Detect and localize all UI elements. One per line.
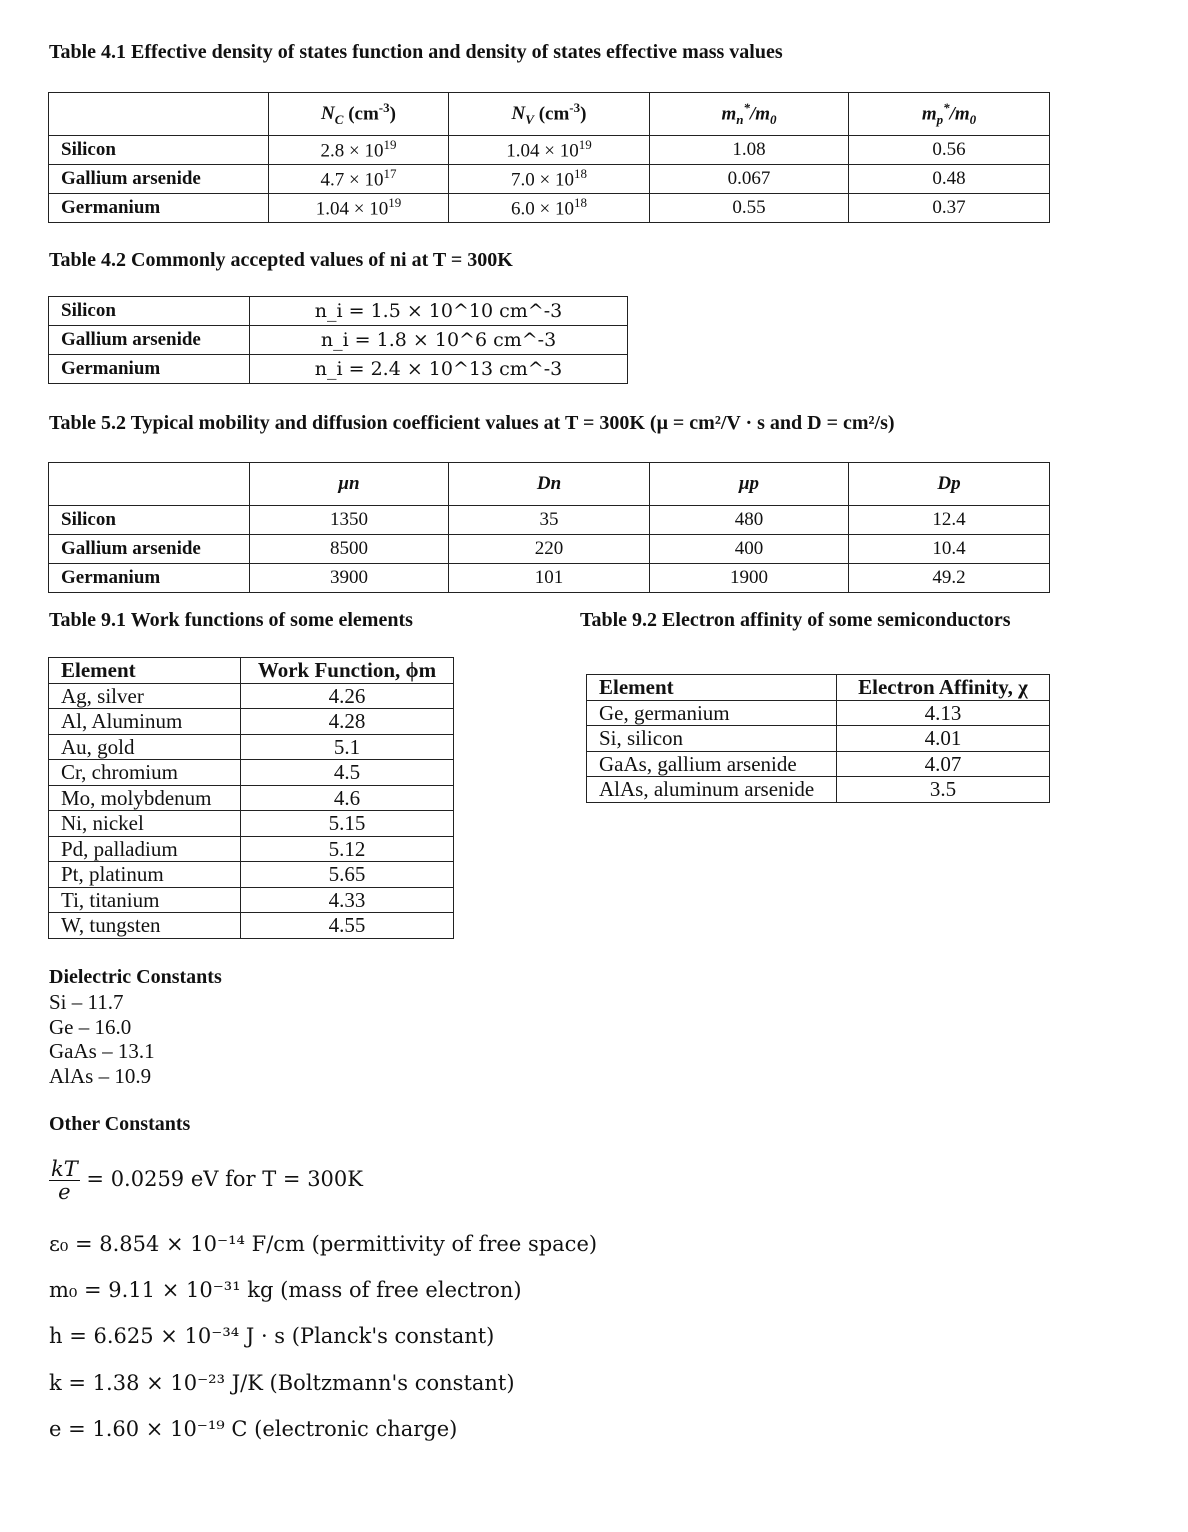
element-name: Pt, platinum: [49, 862, 241, 888]
table92-caption: Table 9.2 Electron affinity of some semiconductors: [580, 609, 1011, 631]
table-row: [49, 913, 454, 939]
table91-caption: Table 9.1 Work functions of some elements: [49, 609, 413, 631]
element-value: 4.07: [837, 751, 1050, 777]
table52-header-dn: Dn: [449, 463, 650, 506]
element-value: 5.12: [241, 836, 454, 862]
electron-charge: e = 1.60 × 10⁻¹⁹ C (electronic charge): [49, 1417, 458, 1441]
eps0-constant: ε₀ = 8.854 × 10⁻¹⁴ F/cm (permittivity of free space): [49, 1232, 598, 1256]
table-row: [49, 836, 454, 862]
element-name: AlAs, aluminum arsenide: [587, 777, 837, 803]
table-row: Silicon 1350 35 480 12.4: [49, 506, 1050, 535]
element-name: Ti, titanium: [49, 887, 241, 913]
element-value: 3.5: [837, 777, 1050, 803]
table-row: [587, 726, 1050, 752]
table92-header-value: Electron Affinity, χ: [837, 675, 1050, 701]
table-row: Germanium $1.04 \times 10^{19}$ $6.0 \times 10^{18}$ 0.55 0.37: [49, 194, 1050, 223]
kt-constant: $\frac{kT}{e}$ = 0.0259 eV for T = 300K: [51, 1157, 363, 1204]
element-value: 4.55: [241, 913, 454, 939]
table-row: [587, 700, 1050, 726]
table52-caption: Table 5.2 Typical mobility and diffusion coefficient values at T = 300K (μ = cm²/V · s and D = cm²/s): [49, 412, 895, 434]
table92: [586, 674, 1050, 803]
table42: [48, 296, 628, 384]
element-value: 4.26: [241, 683, 454, 709]
element-name: Si, silicon: [587, 726, 837, 752]
table42-caption: Table 4.2 Commonly accepted values of ni at T = 300K: [49, 249, 513, 271]
ni-value: n_i = 2.4 × 10^13 cm^-3: [250, 355, 628, 384]
element-value: 4.5: [241, 760, 454, 786]
table-row: Germanium 3900 101 1900 49.2: [49, 564, 1050, 593]
element-value: 5.65: [241, 862, 454, 888]
table-row: Silicon n_i = 1.5 × 10^10 cm^-3: [49, 297, 628, 326]
table41-header-mp: $m_p^*/m_0$: [849, 93, 1050, 136]
element-value: 4.13: [837, 700, 1050, 726]
table-row: [587, 777, 1050, 803]
table92-header-element: Element: [587, 675, 837, 701]
table91: [48, 657, 454, 939]
table-row: [49, 709, 454, 735]
table-row: Gallium arsenide n_i = 1.8 × 10^6 cm^-3: [49, 326, 628, 355]
element-name: Ni, nickel: [49, 811, 241, 837]
table52-header-dp: Dp: [849, 463, 1050, 506]
element-name: Al, Aluminum: [49, 709, 241, 735]
table91-header-element: Element: [49, 658, 241, 684]
table52-header-up: μp: [650, 463, 849, 506]
table-row: [49, 785, 454, 811]
table41-caption: Table 4.1 Effective density of states function and density of states effective mass values: [49, 41, 783, 63]
element-name: Ge, germanium: [587, 700, 837, 726]
table-row: Gallium arsenide $4.7 \times 10^{17}$ $7.0 \times 10^{18}$ 0.067 0.48: [49, 165, 1050, 194]
table52: [48, 462, 1050, 593]
element-value: 4.6: [241, 785, 454, 811]
table-row: [49, 734, 454, 760]
ni-value: n_i = 1.8 × 10^6 cm^-3: [250, 326, 628, 355]
element-value: 5.15: [241, 811, 454, 837]
element-name: GaAs, gallium arsenide: [587, 751, 837, 777]
element-name: Pd, palladium: [49, 836, 241, 862]
table52-header-un: μn: [250, 463, 449, 506]
table41-header-mn: $m_n^*/m_0$: [650, 93, 849, 136]
dielectric-heading: Dielectric Constants: [49, 966, 222, 988]
table-row: [49, 683, 454, 709]
table-row: Gallium arsenide 8500 220 400 10.4: [49, 535, 1050, 564]
table-row: [49, 887, 454, 913]
element-value: 4.33: [241, 887, 454, 913]
element-name: W, tungsten: [49, 913, 241, 939]
table41-header-nv: $N_V$ $(cm^{-3})$: [449, 93, 650, 136]
m0-constant: m₀ = 9.11 × 10⁻³¹ kg (mass of free electron): [49, 1278, 522, 1302]
table-row: [49, 811, 454, 837]
table-row: [49, 760, 454, 786]
dielectric-item: AlAs – 10.9: [49, 1064, 152, 1088]
element-name: Au, gold: [49, 734, 241, 760]
table-row: Germanium n_i = 2.4 × 10^13 cm^-3: [49, 355, 628, 384]
boltzmann-constant: k = 1.38 × 10⁻²³ J/K (Boltzmann's constant): [49, 1371, 515, 1395]
element-value: 5.1: [241, 734, 454, 760]
dielectric-item: Si – 11.7: [49, 990, 124, 1014]
dielectric-item: GaAs – 13.1: [49, 1039, 155, 1063]
table41-header-nc: $N_C$ $(cm^{-3})$: [269, 93, 449, 136]
element-name: Cr, chromium: [49, 760, 241, 786]
element-name: Mo, molybdenum: [49, 785, 241, 811]
ni-value: n_i = 1.5 × 10^10 cm^-3: [250, 297, 628, 326]
element-name: Ag, silver: [49, 683, 241, 709]
element-value: 4.01: [837, 726, 1050, 752]
dielectric-item: Ge – 16.0: [49, 1015, 132, 1039]
table41: [48, 92, 1050, 223]
table-row: [587, 751, 1050, 777]
table-row: [49, 862, 454, 888]
table-row: Silicon $2.8 \times 10^{19}$ $1.04 \times 10^{19}$ 1.08 0.56: [49, 136, 1050, 165]
other-heading: Other Constants: [49, 1113, 191, 1135]
element-value: 4.28: [241, 709, 454, 735]
planck-constant: h = 6.625 × 10⁻³⁴ J · s (Planck's constant): [49, 1324, 495, 1348]
table91-header-value: Work Function, ϕm: [241, 658, 454, 684]
